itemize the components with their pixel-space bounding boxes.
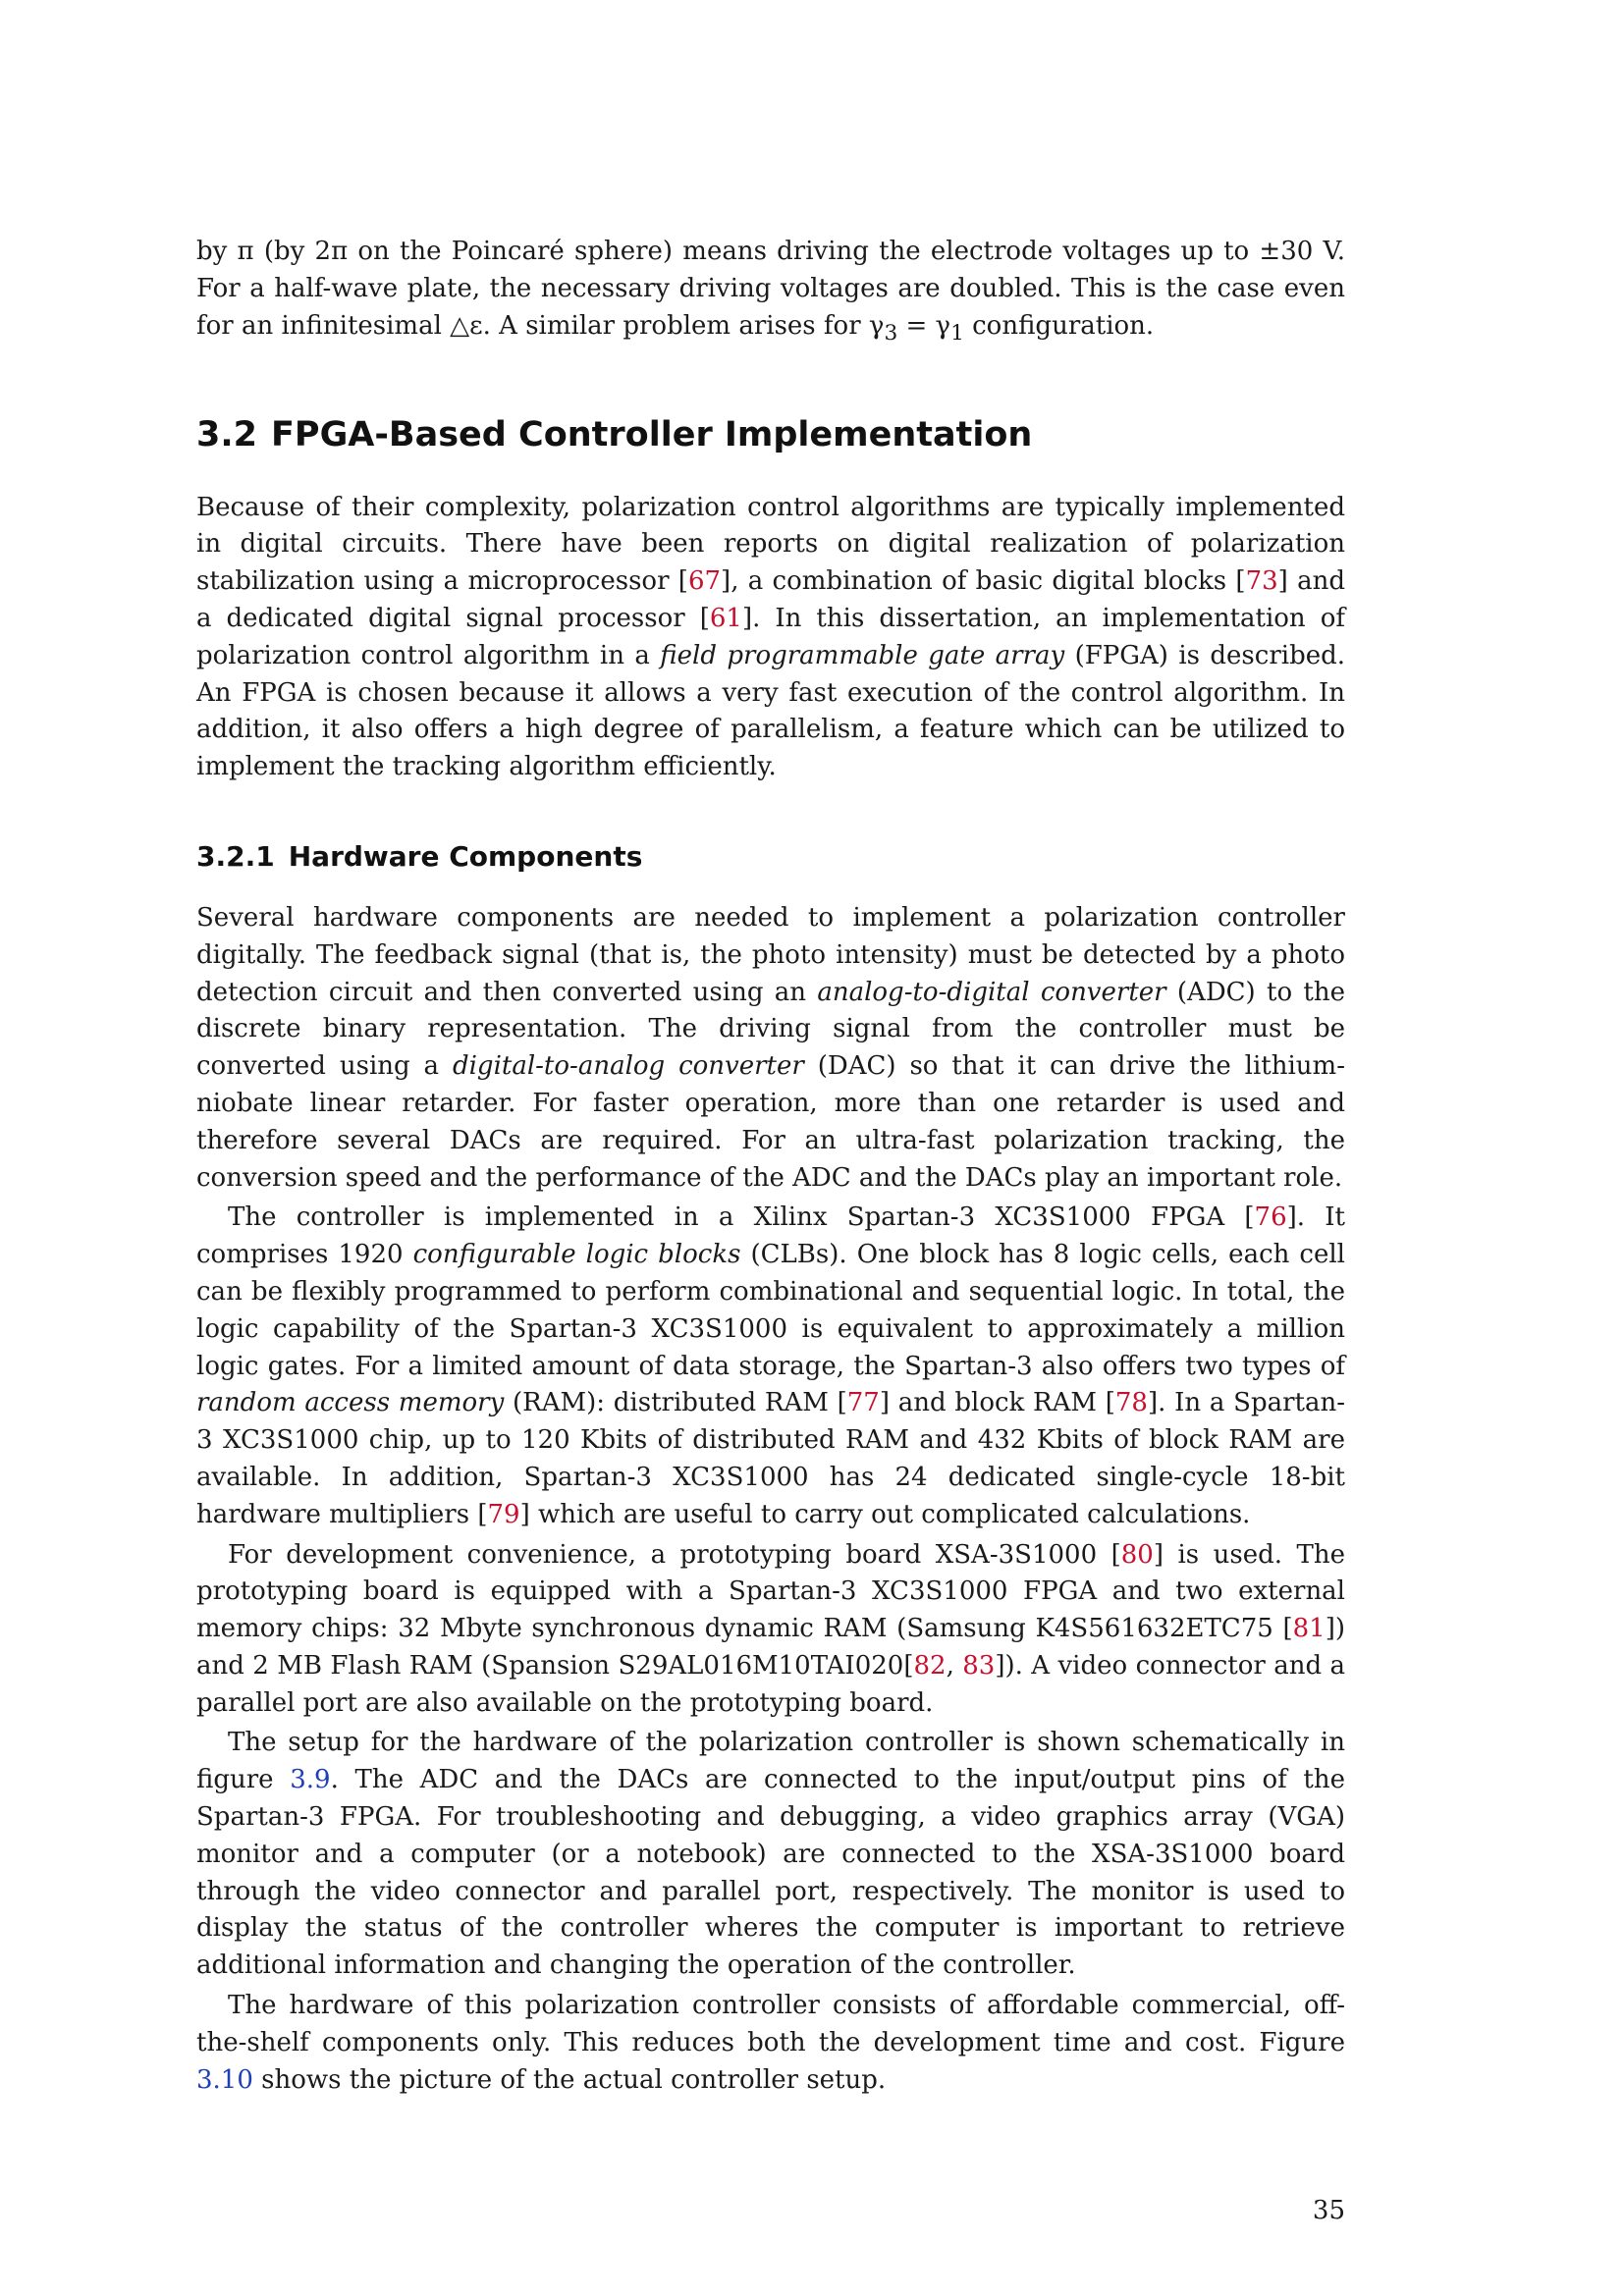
page-number: 35 (1312, 2196, 1345, 2225)
citation-83[interactable]: 83 (962, 1650, 996, 1681)
subsection-heading (196, 839, 1345, 875)
hardware-paragraph-5: The hardware of this polarization controller consists of affordable commercial, off-the-shelf components only. This reduces both the development time and cost. Figure 3.10 shows the picture of the actual controller setup. (196, 1991, 1345, 2095)
citation-73[interactable]: 73 (1245, 566, 1278, 597)
page-body (196, 234, 1345, 2099)
citation-82[interactable]: 82 (913, 1650, 947, 1681)
citation-79[interactable]: 79 (487, 1499, 520, 1529)
section-paragraph: Because of their complexity, polarization control algorithms are typically implemented in digital circuits. There have been reports on digital realization of polarization stabilization using a microprocessor [67], a combination of basic digital blocks [73] and a dedicated digital signal processor [61]. In this dissertation, an implementation of polarization control algorithm in a field programmable gate array (FPGA) is described. An FPGA is chosen because it allows a very fast execution of the control algorithm. In addition, it also offers a high degree of parallelism, a feature which can be utilized to implement the tracking algorithm efficiently. (196, 492, 1346, 782)
citation-61[interactable]: 61 (709, 603, 742, 633)
citation-67[interactable]: 67 (687, 566, 722, 597)
section-heading (196, 413, 1345, 456)
hardware-paragraph-1: Several hardware components are needed to implement a polarization controller digitally. The feedback signal (that is, the photo intensity) must be detected by a photo detection circuit and then converted using an analog-to-digital converter (ADC) to the discrete binary representation. The driving signal from the controller must be converted using a digital-to-analog converter (DAC) so that it can drive the lithium-niobate linear retarder. For faster operation, more than one retarder is used and therefore several DACs are required. For an ultra-fast polarization tracking, the conversion speed and the performance of the ADC and the DACs play an important role. (196, 902, 1346, 1193)
citation-76[interactable]: 76 (1254, 1202, 1287, 1233)
hardware-paragraph-3: For development convenience, a prototyping board XSA-3S1000 [80] is used. The prototyping board is equipped with a Spartan-3 XC3S1000 FPGA and two external memory chips: 32 Mbyte synchronous dynamic RAM (Samsung K4S561632ETC75 [81]) and 2 MB Flash RAM (Spansion S29AL016M10TAI020[82, 83]). A video connector and a parallel port are also available on the prototyping board. (196, 1539, 1345, 1718)
hardware-paragraph-4: The setup for the hardware of the polarization controller is shown schematically in figure 3.9. The ADC and the DACs are connected to the input/output pins of the Spartan-3 FPGA. For troubleshooting and debugging, a video graphics array (VGA) monitor and a computer (or a notebook) are connected to the XSA-3S1000 board through the video connector and parallel port, respectively. The monitor is used to display the status of the controller wheres the computer is important to retrieve additional information and changing the operation of the controller. (196, 1728, 1345, 1981)
intro-paragraph: by π (by 2π on the Poincaré sphere) means driving the electrode voltages up to ±30 V. For a half-wave plate, the necessary driving voltages are doubled. This is the case even for an infinitesimal △ε. A similar problem arises for $\gamma_3 = \gamma_1$ configuration. (196, 237, 1345, 346)
figure-ref-3-9[interactable]: 3.9 (290, 1765, 331, 1795)
citation-80[interactable]: 80 (1120, 1539, 1154, 1570)
citation-78[interactable]: 78 (1114, 1388, 1148, 1418)
figure-ref-3-10[interactable]: 3.10 (196, 2064, 253, 2095)
subsection-number: 3.2.1 (196, 839, 275, 873)
hardware-paragraph-2: The controller is implemented in a Xilinx Spartan-3 XC3S1000 FPGA [76]. It comprises 1920 configurable logic blocks (CLBs). One block has 8 logic cells, each cell can be flexibly programmed to perform combinational and sequential logic. In total, the logic capability of the Spartan-3 XC3S1000 is equivalent to approximately a million logic gates. For a limited amount of data storage, the Spartan-3 also offers two types of random access memory (RAM): distributed RAM [77] and block RAM [78]. In a Spartan-3 XC3S1000 chip, up to 120 Kbits of distributed RAM and 432 Kbits of block RAM are available. In addition, Spartan-3 XC3S1000 has 24 dedicated single-cycle 18-bit hardware multipliers [79] which are useful to carry out complicated calculations. (196, 1202, 1345, 1529)
citation-81[interactable]: 81 (1292, 1614, 1326, 1644)
citation-77[interactable]: 77 (846, 1388, 880, 1418)
section-title: FPGA-Based Controller Implementation (271, 414, 1033, 454)
section-number: 3.2 (196, 414, 258, 454)
subsection-title: Hardware Components (288, 839, 643, 873)
